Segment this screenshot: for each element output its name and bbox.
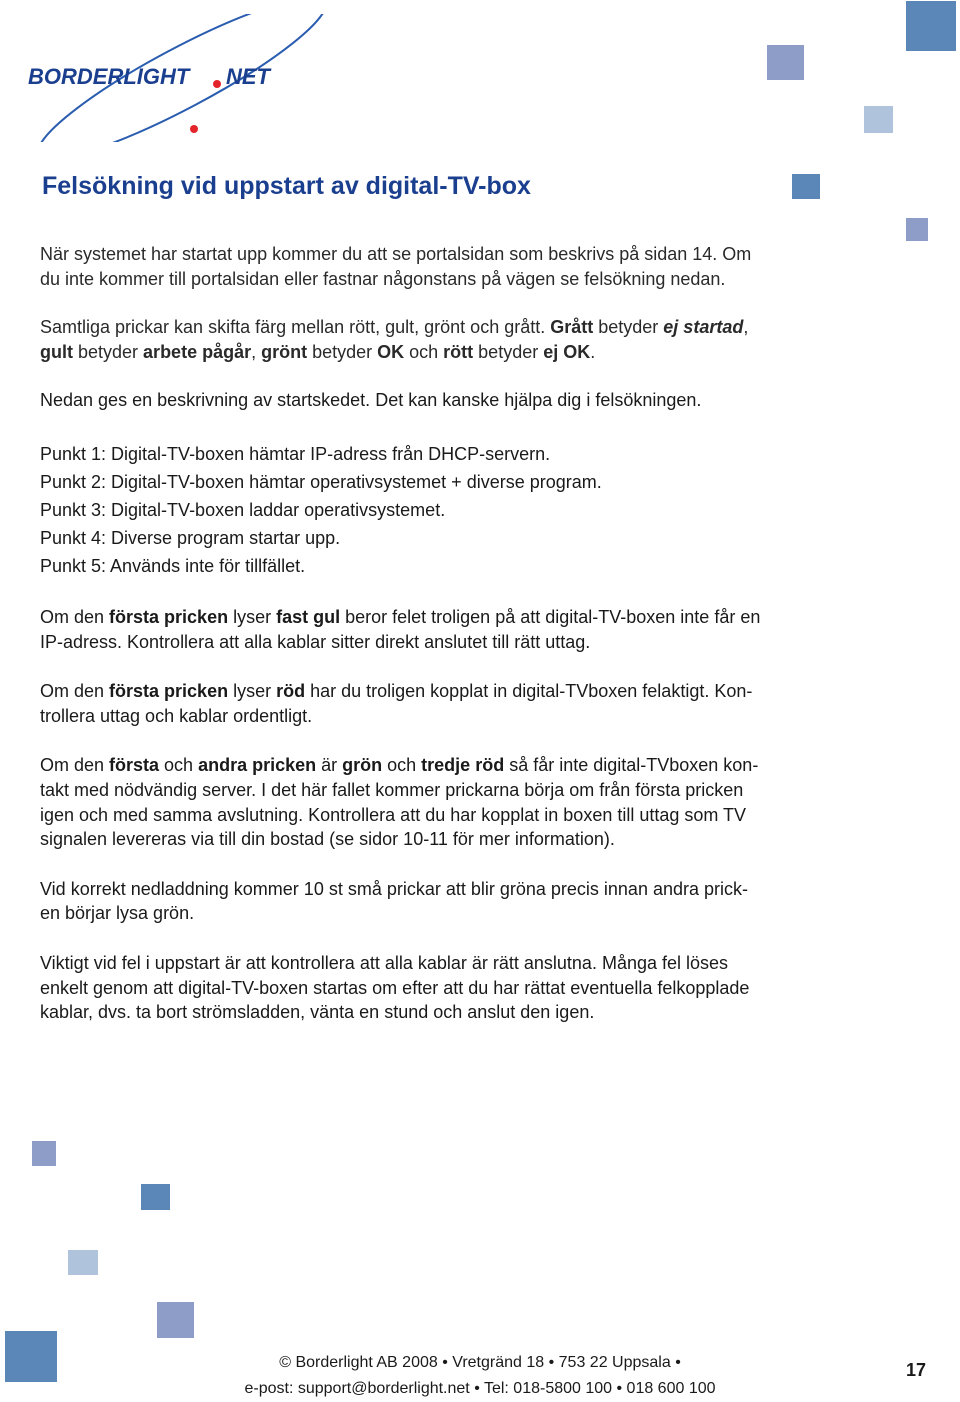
- decor-square: [906, 1, 956, 51]
- list-item: Punkt 2: Digital-TV-boxen hämtar operativsystemet + diverse program.: [40, 471, 602, 492]
- intro-line: du inte kommer till portalsidan eller fastnar någonstans på vägen se felsökning nedan.: [40, 268, 726, 289]
- dot-colors-line: gult betyder arbete pågår, grönt betyder OK och rött betyder ej OK.: [40, 341, 596, 362]
- page-number: 17: [905, 1360, 927, 1380]
- paragraph: Om den första pricken lyser fast gul beror felet troligen på att digital-TV-boxen inte får en IP-adress. Kontrollera att alla kablar sitter direkt anslutet till rätt uttag.: [40, 606, 761, 652]
- paragraph: Viktigt vid fel i uppstart är att kontrollera att alla kablar är rätt anslutna. Många fel löses enkelt genom att digital-TV-boxen startas om efter att du har rättat eventuella felkopplade kablar, dvs. ta bort strömsladden, vänta en stund och anslut den igen.: [40, 952, 750, 1023]
- list-item: Punkt 3: Digital-TV-boxen laddar operativsystemet.: [40, 499, 446, 520]
- intro-section: [40, 242, 840, 364]
- decor-square: [792, 174, 820, 199]
- page-title: Felsökning vid uppstart av digital-TV-box: [42, 172, 531, 200]
- borderlight-logo: [22, 14, 342, 142]
- list-item: Punkt 1: Digital-TV-boxen hämtar IP-adress från DHCP-servern.: [40, 443, 551, 464]
- steps-list: [40, 440, 840, 580]
- paragraph: Om den första och andra pricken är grön och tredje röd så får inte digital-TVboxen kon- takt med nödvändig server. I det här fallet kommer prickarna börja om från första pricken igen och med samma avslutning. Kontrollera att du har kopplat in boxen till uttag som TV signalen levereras via till din bostad (se sidor 10-11 för mer information).: [40, 755, 759, 850]
- decor-square: [141, 1184, 170, 1210]
- decor-square: [32, 1141, 56, 1166]
- footer-contact: e-post: support@borderlight.net • Tel: 018-5800 100 • 018 600 100: [244, 1380, 716, 1397]
- description-line: Nedan ges en beskrivning av startskedet. Det kan kanske hjälpa dig i felsökningen.: [40, 390, 702, 411]
- svg-text:BORDERLIGHT: BORDERLIGHT: [28, 64, 190, 89]
- footer-address: © Borderlight AB 2008 • Vretgränd 18 • 753 22 Uppsala •: [279, 1354, 681, 1371]
- paragraph: Om den första pricken lyser röd har du troligen kopplat in digital-TVboxen felaktigt. Kon- trollera uttag och kablar ordentligt.: [40, 681, 753, 726]
- svg-text:NET: NET: [226, 64, 270, 89]
- decor-square: [864, 106, 893, 133]
- decor-square: [767, 45, 804, 80]
- dot-colors-line: Samtliga prickar kan skifta färg mellan rött, gult, grönt och grått. Grått betyder ej startad,: [40, 317, 749, 338]
- document-body: [40, 242, 840, 1025]
- list-item: Punkt 4: Diverse program startar upp.: [40, 527, 341, 548]
- list-item: Punkt 5: Används inte för tillfället.: [40, 555, 306, 576]
- decor-square: [157, 1302, 194, 1338]
- intro-line: När systemet har startat upp kommer du att se portalsidan som beskrivs på sidan 14. Om: [40, 244, 752, 264]
- decor-square: [68, 1250, 98, 1275]
- decor-square: [906, 218, 928, 241]
- paragraph: Vid korrekt nedladdning kommer 10 st små prickar att blir gröna precis innan andra prick- en börjar lysa grön.: [40, 878, 748, 924]
